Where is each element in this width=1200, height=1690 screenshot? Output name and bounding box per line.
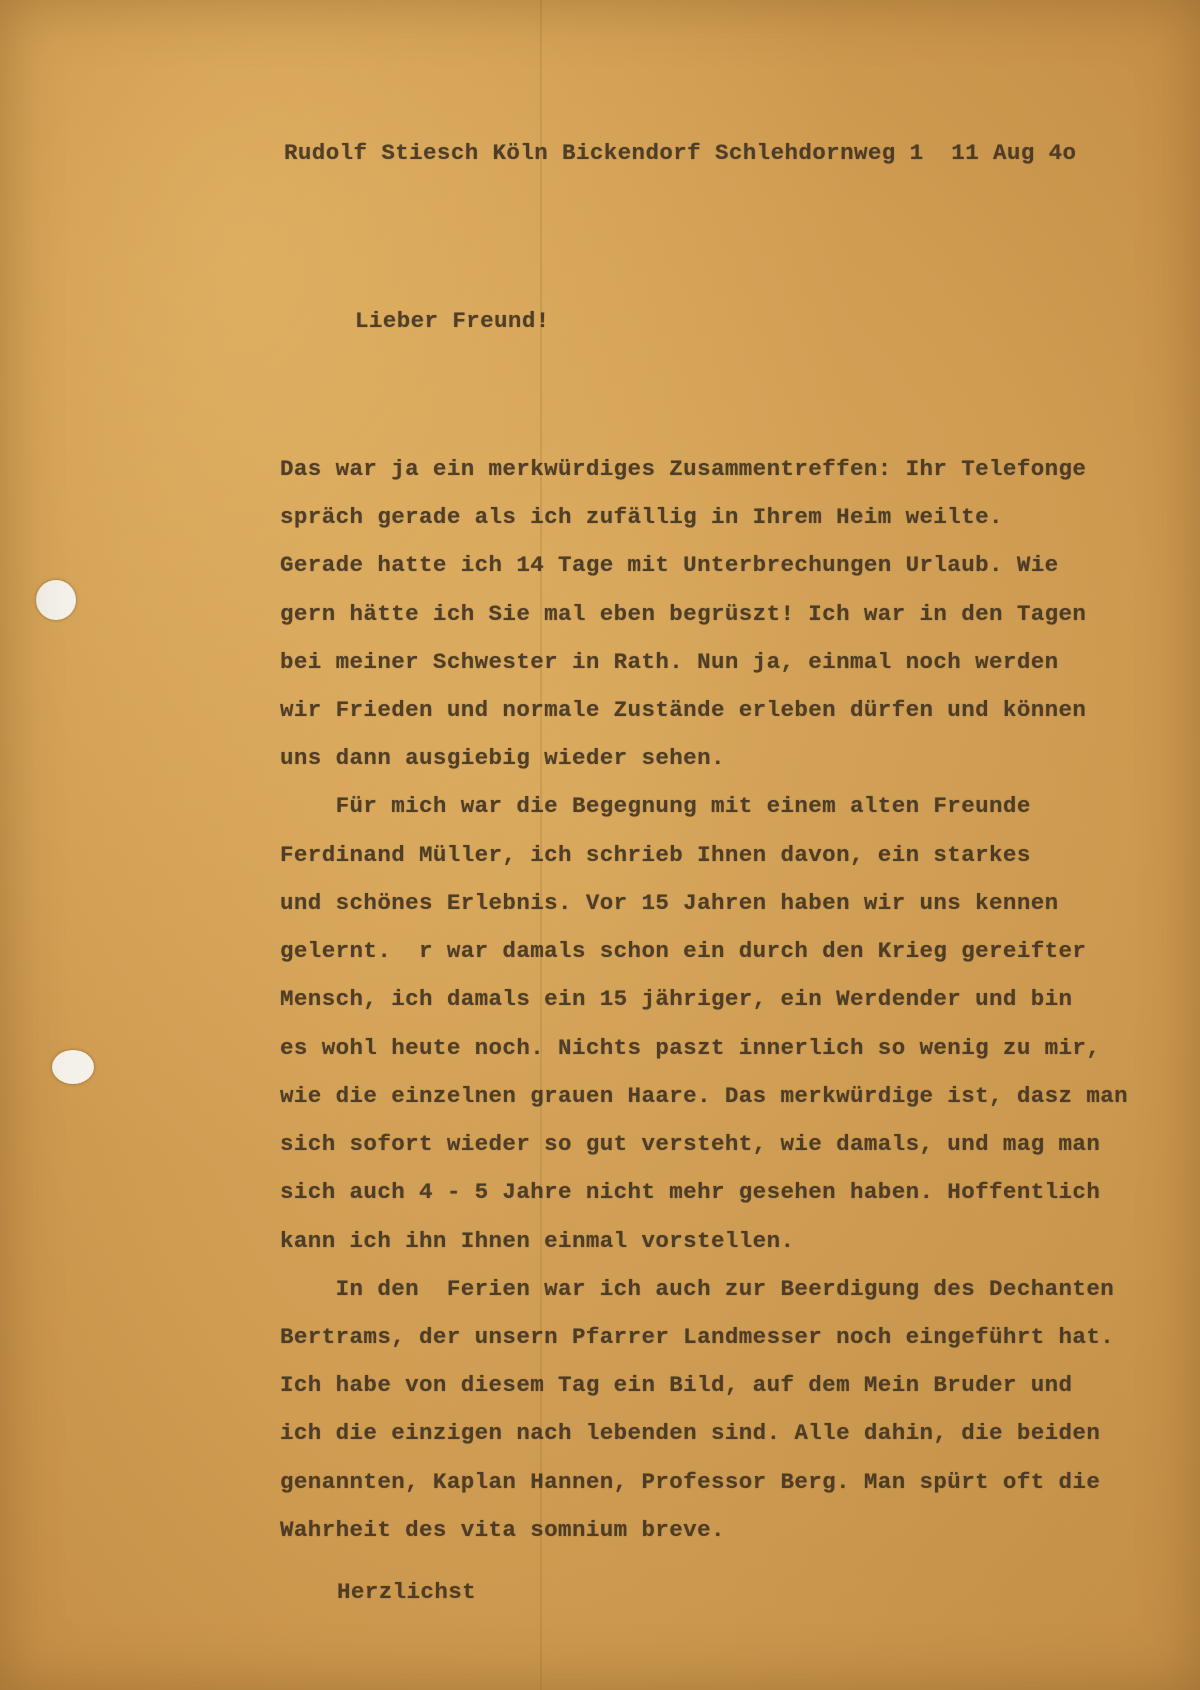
body-line: gelernt. r war damals schon ein durch den Krieg gereifter [280, 938, 1087, 964]
body-line: sich auch 4 - 5 Jahre nicht mehr gesehen haben. Hoffentlich [280, 1179, 1101, 1205]
body-line: Mensch, ich damals ein 15 jähriger, ein Werdender und bin [280, 986, 1073, 1012]
body-line: sich sofort wieder so gut versteht, wie damals, und mag man [280, 1131, 1101, 1157]
body-line: Ich habe von diesem Tag ein Bild, auf dem Mein Bruder und [280, 1372, 1073, 1398]
body-line: es wohl heute noch. Nichts paszt innerlich so wenig zu mir, [280, 1035, 1101, 1061]
body-line: wie die einzelnen grauen Haare. Das merkwürdige ist, dasz man [280, 1083, 1129, 1109]
body-line: genannten, Kaplan Hannen, Professor Berg. Man spürt oft die [280, 1469, 1101, 1495]
body-line: Bertrams, der unsern Pfarrer Landmesser noch eingeführt hat. [280, 1324, 1115, 1350]
body-line: bei meiner Schwester in Rath. Nun ja, einmal noch werden [280, 649, 1059, 675]
body-line: In den Ferien war ich auch zur Beerdigung des Dechanten [280, 1276, 1115, 1302]
body-line: Gerade hatte ich 14 Tage mit Unterbrechungen Urlaub. Wie [280, 552, 1059, 578]
closing: Herzlichst [337, 1579, 477, 1605]
body-line: spräch gerade als ich zufällig in Ihrem Heim weilte. [280, 504, 1003, 530]
body-line: gern hätte ich Sie mal eben begrüszt! Ich war in den Tagen [280, 601, 1087, 627]
body-line: kann ich ihn Ihnen einmal vorstellen. [280, 1228, 795, 1254]
punch-hole-lower [52, 1050, 94, 1084]
body-line: Das war ja ein merkwürdiges Zusammentreffen: Ihr Telefonge [280, 456, 1087, 482]
body-line: wir Frieden und normale Zustände erleben dürfen und können [280, 697, 1087, 723]
body-line: Für mich war die Begegnung mit einem alten Freunde [280, 793, 1031, 819]
body-line: uns dann ausgiebig wieder sehen. [280, 745, 725, 771]
salutation: Lieber Freund! [355, 308, 550, 334]
body-line: Wahrheit des vita somnium breve. [280, 1517, 725, 1543]
punch-hole-upper [36, 580, 76, 620]
body-line: Ferdinand Müller, ich schrieb Ihnen davon, ein starkes [280, 842, 1031, 868]
body-line: und schönes Erlebnis. Vor 15 Jahren haben wir uns kennen [280, 890, 1059, 916]
body-line: ich die einzigen nach lebenden sind. Alle dahin, die beiden [280, 1420, 1101, 1446]
letter-header: Rudolf Stiesch Köln Bickendorf Schlehdornweg 1 11 Aug 4o [284, 140, 1077, 166]
